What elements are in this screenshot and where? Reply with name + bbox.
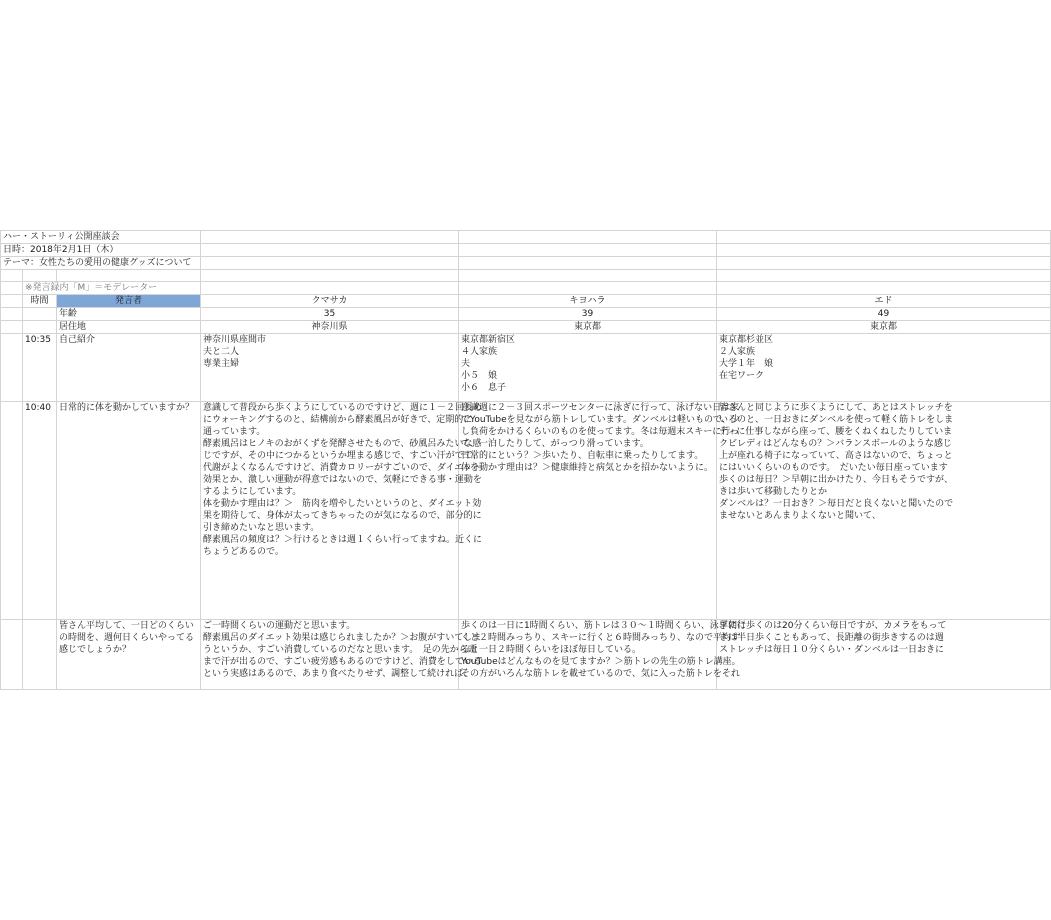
answer-line: まで汗が出るので、すごい疲労感もあるのですけど、消費をしている [203,657,482,667]
answer-cell[interactable] [459,620,746,690]
answer-line: 体を動かす理由は？＞健康維持と病気とかを招かないように。 [461,463,714,473]
answer-line: 体を動かす理由は？＞ 筋肉を増やしたいというのと、ダイエット効 [203,499,482,509]
participant-age[interactable]: 49 [717,308,1051,321]
answer-line: 歩くのは一日に1時間くらい、筋トレは３０～１時間くらい、泳ぎに行 [461,621,746,631]
answer-line: 効果とか、激しい運動が得意ではないので、気軽にできる事・運動を [203,475,482,485]
cell[interactable] [201,282,459,295]
answer-line: 専業主婦 [203,359,240,369]
answer-line: 代謝がよくなるんですけど、消費カロリーがすごいので、ダイエット [203,463,482,473]
answer-line: ご一時間くらいの運動だと思います。 [203,621,356,631]
cell[interactable] [459,282,717,295]
cell[interactable] [201,244,459,257]
participant-age[interactable]: 35 [201,308,459,321]
answer-cell[interactable] [717,620,1051,690]
cell[interactable] [1,321,23,334]
answer-line: 意識週に２－３回スポーツセンターに泳ぎに行って、泳げない日は家 [461,403,740,413]
answer-line: 皆さんと同じように歩くようにして、あとはストレッチを [719,403,953,413]
meta-date[interactable]: 日時：2018年2月1日（木） [1,244,201,257]
cell[interactable] [717,244,1051,257]
answer-line: 通っています。 [203,427,266,437]
cell[interactable] [459,257,717,270]
cell[interactable] [1,334,23,402]
answer-cell[interactable] [717,334,1051,402]
answer-line: するようにしています。 [203,487,302,497]
answer-line: 大学１年 娘 [719,359,774,369]
row-question[interactable]: 自己紹介 [57,334,201,402]
answer-line: ４人家族 [461,347,498,357]
row-question[interactable]: 皆さん平均して、一日どのくらいの時間を、週何日くらいやってる感じでしょうか？ [57,620,201,690]
participant-name[interactable]: クマサカ [201,295,459,308]
answer-line: という実感はあるので、あまり食べたりせず、調整して続ければ、 [203,669,473,679]
answer-line: し負荷をかけるくらいのものを使ってます。冬は毎週末スキーに行っ [461,427,740,437]
participant-age[interactable]: 39 [459,308,717,321]
cell[interactable] [459,270,717,282]
answer-line: ちょうどあるので。 [203,547,284,557]
answer-line: にウォーキングするのと、結構前から酵素風呂が好きで、定期的に [203,415,473,425]
cell[interactable] [717,257,1051,270]
answer-line: 東京都新宿区 [461,335,516,345]
answer-line: いるのと、一日おきにダンベルを使って軽く筋トレをしま [719,415,954,425]
answer-cell[interactable] [717,402,1051,620]
answer-line: 酵素風呂のダイエット効果は感じられましたか？＞お腹がすいてしま [203,633,482,643]
answer-line: うというか、すごい消費しているのだなと思います。 足の先から頭 [203,645,477,655]
cell[interactable] [1,282,23,295]
answer-line: 東京都杉並区 [719,335,774,345]
answer-line: ２人家族 [719,347,756,357]
answer-line: YouTubeはどんなものを見てますか？＞筋トレの先生の筋トレ講座。 [461,657,741,667]
participant-residence[interactable]: 東京都 [459,321,717,334]
answer-line: その方がいろんな筋トレを載せているので、気に入った筋トレをそれ [461,669,740,679]
answer-cell[interactable] [201,620,482,690]
meta-title[interactable]: ハー・ストーリィ公開座談会 [1,231,201,244]
answer-line: きは歩いて移動したりとか [719,487,828,497]
answer-line: ダンベルは？一日おき？＞毎日だと良くないと聞いたので [719,499,954,509]
answer-line: 日常的にという？＞歩いたり、自転車に乗ったりしてます。 [461,451,704,461]
answer-line: 酵素風呂の頻度は？＞行けるときは週１くらい行ってますね。近くに [203,535,483,545]
spreadsheet[interactable] [0,230,954,690]
cell[interactable] [1,402,23,620]
answer-line: ディに仕事しながら座って、腰をくねくねしたりしていま [719,427,953,437]
answer-line: て、一泊したりして、がっつり滑っています。 [461,439,649,449]
cell[interactable] [717,231,1051,244]
cell[interactable] [459,244,717,257]
transcript-table [0,230,1051,690]
answer-line: 果を期待して、身体が太ってきちゃったのが気になるので、部分的に [203,511,482,521]
meta-theme[interactable]: テーマ：女性たちの愛用の健康グッズについて [1,257,201,270]
cell[interactable] [201,257,459,270]
answer-line: 夫と二人 [203,347,240,357]
cell[interactable] [459,231,717,244]
header-speaker[interactable]: 発言者 [57,295,201,308]
cell[interactable] [1,308,23,321]
answer-line: 歩くのは毎日？＞早朝に出かけたり、今日もそうですが、 [719,475,954,485]
cell[interactable] [1,620,23,690]
answer-line: ませないとあんまりよくないと聞いて、 [719,511,881,521]
answer-cell[interactable] [201,334,459,402]
participant-residence[interactable]: 東京都 [717,321,1051,334]
answer-line: にはいいくらいのものです。 だいたい毎日座っています [719,463,948,473]
row-time[interactable] [23,620,57,690]
answer-line: ストレッチは毎日１０分くらい・ダンベルは一日おきに [719,645,945,655]
cell[interactable] [23,270,57,282]
cell[interactable] [23,321,57,334]
answer-line: 早朝に歩くのは20分くらい毎日ですが、カメラをもって [719,621,947,631]
answer-cell[interactable] [201,402,483,620]
cell[interactable] [1,270,23,282]
header-age[interactable]: 年齢 [57,308,201,321]
row-question[interactable]: 日常的に体を動かしていますか？ [57,402,201,620]
answer-line: 小５ 娘 [461,371,498,381]
cell[interactable] [57,270,201,282]
cell[interactable] [23,308,57,321]
answer-line: 引き締めたいなと思います。 [203,523,320,533]
cell[interactable] [201,270,459,282]
answer-line: 上が座れる椅子になっていて、高さはないので、ちょっと [719,451,953,461]
answer-line: じですが、その中につかるというか埋まる感じで、すごい汗がでて、 [203,451,482,461]
participant-name[interactable]: キヨハラ [459,295,717,308]
answer-line: 神奈川県座間市 [203,335,267,345]
answer-line: ると一日２時間くらいをほぼ毎日している。 [461,645,642,655]
cell[interactable] [717,270,1051,282]
participant-residence[interactable]: 神奈川県 [201,321,459,334]
answer-cell[interactable] [459,334,717,402]
answer-line: 小６ 息子 [461,383,507,393]
answer-line: きは半日歩くこともあって、長距離の街歩きするのは週 [719,633,944,643]
answer-line: でYouTubeを見ながら筋トレしています。ダンベルは軽いもので、少 [461,415,740,425]
header-time[interactable]: 時間 [23,295,57,308]
row-time[interactable]: 10:40 [23,402,57,620]
participant-name[interactable]: エド [717,295,1051,308]
answer-line: 夫 [461,359,471,369]
header-residence[interactable]: 居住地 [57,321,201,334]
meta-note[interactable]: ※発言録内「M」＝モデレーター [23,282,201,295]
cell[interactable] [1,295,23,308]
answer-line: 在宅ワーク [719,371,765,381]
answer-cell[interactable] [459,402,740,620]
cell[interactable] [201,231,459,244]
cell[interactable] [717,282,1051,295]
answer-line: 酵素風呂はヒノキのおがくずを発酵させたもので、砂風呂みたいな感 [203,439,482,449]
answer-line: クビレディはどんなもの？＞バランスボールのような感じ [719,439,952,449]
answer-line: 意識して普段から歩くようにしているのですけど、週に１－２回長め [203,403,483,413]
answer-line: くと２時間みっちり、スキーに行くと６時間みっちり、なので平均す [461,633,741,643]
row-time[interactable]: 10:35 [23,334,57,402]
